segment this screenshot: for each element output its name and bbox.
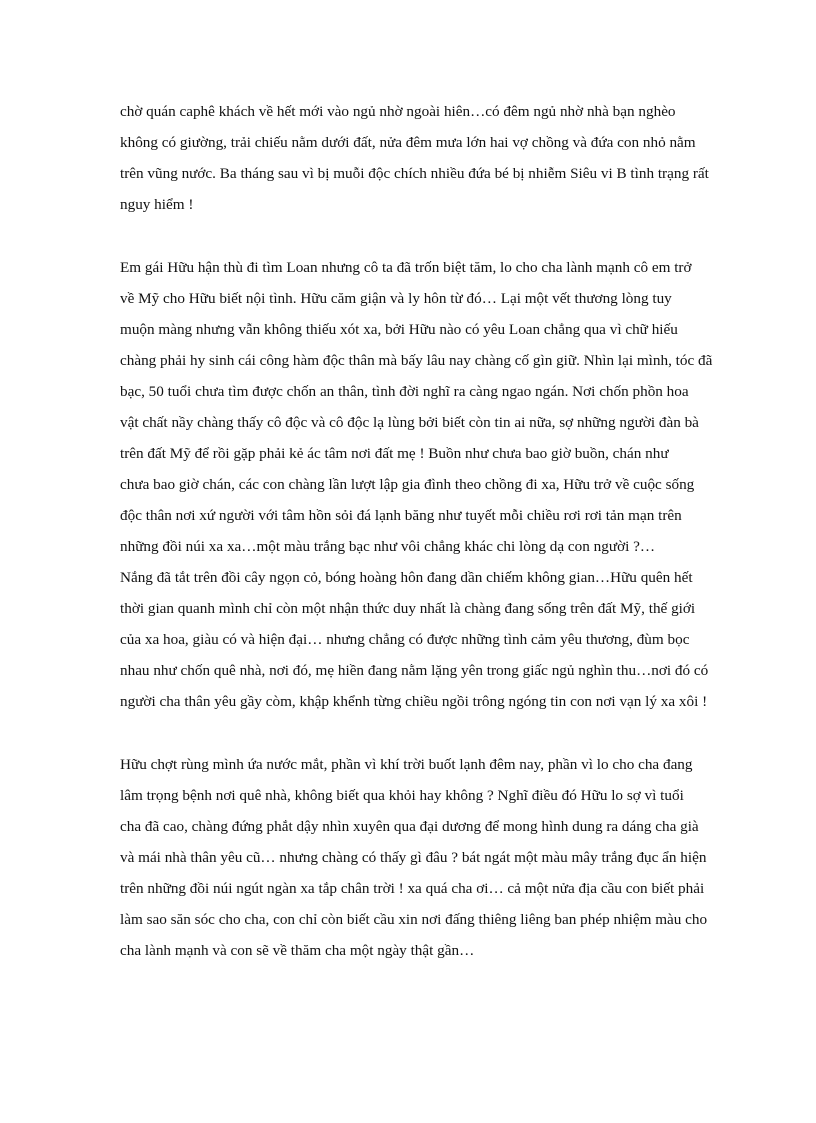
text-line: không có giường, trải chiếu nằm dưới đất, nửa đêm mưa lớn hai vợ chồng và đứa con nhỏ nằm [120, 134, 696, 151]
text-line: thời gian quanh mình chỉ còn một nhận thức duy nhất là chàng đang sống trên đất Mỹ, thế giới [120, 600, 696, 617]
text-line: chàng phải hy sinh cái công hàm độc thân mà bấy lâu nay chàng cố gìn giữ. Nhìn lại mình, tóc đã [120, 352, 713, 369]
text-line: Hữu chợt rùng mình ứa nước mắt, phần vì khí trời buốt lạnh đêm nay, phần vì lo cho cha đang [120, 756, 693, 773]
text-line: Nắng đã tắt trên đồi cây ngọn cỏ, bóng hoàng hôn đang dần chiếm không gian…Hữu quên hết [120, 569, 693, 586]
text-line: trên vũng nước. Ba tháng sau vì bị muỗi độc chích nhiều đứa bé bị nhiễm Siêu vi B tình trạng rất [120, 165, 709, 182]
paragraph-3 [120, 749, 720, 966]
text-line: người cha thân yêu gầy còm, khập khểnh từng chiều ngồi trông ngóng tin con nơi vạn lý xa xôi ! [120, 693, 708, 710]
text-line: chờ quán caphê khách về hết mới vào ngủ nhờ ngoài hiên…có đêm ngủ nhờ nhà bạn nghèo [120, 103, 676, 120]
text-line: trên đất Mỹ để rồi gặp phải kẻ ác tâm nơi đất mẹ ! Buồn như chưa bao giờ buồn, chán như [120, 445, 669, 462]
paragraph-2 [120, 252, 720, 717]
text-line: trên những đồi núi ngút ngàn xa tắp chân trời ! xa quá cha ơi… cả một nửa địa cầu con biết phải [120, 880, 705, 897]
text-line: lâm trọng bệnh nơi quê nhà, không biết qua khỏi hay không ? Nghĩ điều đó Hữu lo sợ vì tuổi [120, 787, 684, 804]
text-line: về Mỹ cho Hữu biết nội tình. Hữu căm giận và ly hôn từ đó… Lại một vết thương lòng tuy [120, 290, 672, 307]
text-line: Em gái Hữu hận thù đi tìm Loan nhưng cô ta đã trốn biệt tăm, lo cho cha lành mạnh cô em trở [120, 259, 692, 276]
text-line: những đồi núi xa xa…một màu trắng bạc như vôi chẳng khác chi lòng dạ con người ?… [120, 538, 656, 555]
text-line: làm sao săn sóc cho cha, con chỉ còn biết cầu xin nơi đấng thiêng liêng ban phép nhiệm màu cho [120, 911, 708, 928]
document-body [120, 96, 720, 998]
text-line: cha lành mạnh và con sẽ về thăm cha một ngày thật gần… [120, 942, 475, 959]
text-line: cha đã cao, chàng đứng phắt dậy nhìn xuyên qua đại dương để mong hình dung ra dáng cha già [120, 818, 699, 835]
text-line: nhau như chốn quê nhà, nơi đó, mẹ hiền đang nằm lặng yên trong giấc ngủ nghìn thu…nơi đó có [120, 662, 709, 679]
text-line: độc thân nơi xứ người với tâm hồn sỏi đá lạnh băng như tuyết mỗi chiều rơi rơi tản mạn trên [120, 507, 682, 524]
text-line: bạc, 50 tuổi chưa tìm được chốn an thân, tình đời nghĩ ra càng ngao ngán. Nơi chốn phồn hoa [120, 383, 689, 400]
text-line: muộn màng nhưng vẫn không thiếu xót xa, bởi Hữu nào có yêu Loan chẳng qua vì chữ hiếu [120, 321, 678, 338]
text-line: của xa hoa, giàu có và hiện đại… nhưng chẳng có được những tình cảm yêu thương, đùm bọc [120, 631, 690, 648]
text-line: chưa bao giờ chán, các con chàng lần lượt lập gia đình theo chồng đi xa, Hữu trở về cuộc sống [120, 476, 695, 493]
text-line: và mái nhà thân yêu cũ… nhưng chàng có thấy gì đâu ? bát ngát một màu mây trắng đục ẩn hiện [120, 849, 707, 866]
text-line: vật chất nầy chàng thấy cô độc và cô độc lạ lùng bởi biết còn tin ai nữa, sợ những người đàn bà [120, 414, 699, 431]
paragraph-1 [120, 96, 720, 220]
text-line: nguy hiểm ! [120, 196, 194, 213]
